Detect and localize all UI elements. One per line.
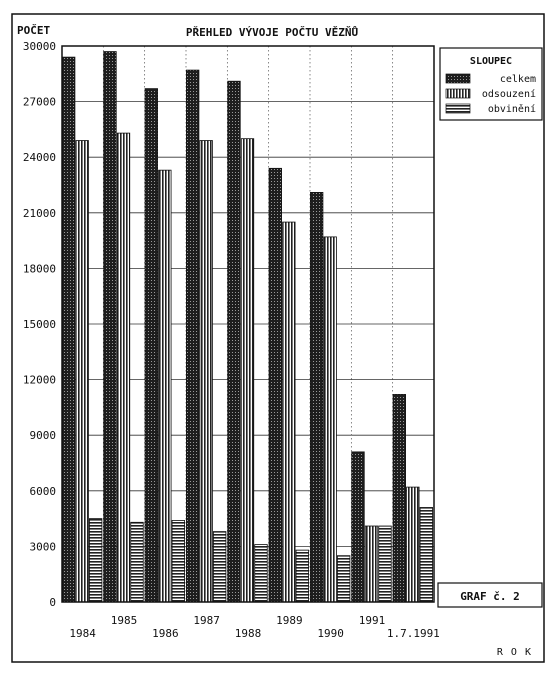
y-tick-label: 27000 (22, 95, 56, 109)
bar-obvinění-1.7.1991 (420, 507, 433, 602)
legend (440, 48, 542, 120)
y-tick-label: 6000 (29, 484, 56, 498)
bar-marks (62, 52, 432, 602)
y-tick-label: 30000 (22, 40, 56, 53)
x-axis-label: R O K (496, 647, 532, 658)
bar-obvinění-1987 (213, 532, 226, 602)
bar-celkem-1988 (228, 81, 241, 602)
y-tick-label: 24000 (22, 151, 56, 165)
bar-obvinění-1990 (337, 556, 350, 602)
bar-celkem-1984 (62, 57, 75, 602)
bar-celkem-1991 (352, 452, 365, 602)
x-tick-label: 1987 (193, 614, 220, 627)
bar-obvinění-1985 (131, 522, 144, 602)
bar-obvinění-1986 (172, 520, 185, 602)
bar-odsouzení-1990 (324, 237, 337, 602)
bar-odsouzení-1989 (283, 222, 296, 602)
legend-label-obvinění: obvinění (487, 104, 536, 115)
y-axis-label: POČET (17, 24, 51, 37)
x-tick-label: 1989 (276, 614, 303, 627)
bar-odsouzení-1987 (200, 141, 213, 602)
x-tick-label: 1986 (152, 627, 179, 640)
figure-label-text: GRAF č. 2 (460, 590, 520, 603)
bar-celkem-1987 (186, 70, 199, 602)
bar-celkem-1989 (269, 168, 282, 602)
bar-obvinění-1991 (379, 526, 392, 602)
bar-odsouzení-1986 (159, 170, 172, 602)
y-tick-label: 15000 (22, 318, 56, 331)
y-tick-label: 0 (49, 596, 56, 609)
legend-swatch-obvinění (446, 104, 470, 113)
legend-label-celkem: celkem (499, 74, 536, 85)
x-tick-label: 1.7.1991 (386, 627, 440, 640)
bar-obvinění-1989 (296, 550, 309, 602)
bar-celkem-1.7.1991 (393, 394, 406, 602)
bar-odsouzení-1991 (365, 526, 378, 602)
bar-celkem-1990 (310, 192, 323, 602)
bar-celkem-1985 (104, 52, 117, 602)
legend-swatch-odsouzení (446, 89, 470, 98)
chart-title: PŘEHLED VÝVOJE POČTU VĚZŇŮ (185, 26, 359, 39)
bar-celkem-1986 (145, 89, 158, 602)
figure-label (438, 583, 542, 607)
x-tick-label: 1984 (69, 627, 96, 640)
legend-label-odsouzení: odsouzení (481, 89, 536, 100)
bar-obvinění-1984 (89, 519, 102, 602)
x-tick-label: 1991 (358, 614, 386, 627)
y-tick-label: 21000 (22, 206, 56, 220)
x-tick-labels (69, 614, 439, 640)
y-tick-labels (23, 40, 56, 609)
y-tick-label: 18000 (22, 262, 56, 276)
bar-odsouzení-1.7.1991 (407, 487, 420, 602)
x-tick-label: 1990 (317, 627, 344, 640)
legend-title: SLOUPEC (469, 56, 513, 67)
bar-odsouzení-1985 (117, 133, 130, 602)
y-tick-label: 3000 (29, 540, 56, 554)
y-tick-label: 12000 (22, 373, 56, 387)
legend-swatch-celkem (446, 74, 470, 83)
bar-odsouzení-1984 (76, 141, 89, 602)
bar-obvinění-1988 (255, 545, 268, 602)
y-tick-label: 9000 (29, 429, 56, 443)
x-tick-label: 1985 (110, 614, 138, 627)
x-tick-label: 1988 (234, 627, 262, 640)
bar-odsouzení-1988 (241, 139, 254, 602)
